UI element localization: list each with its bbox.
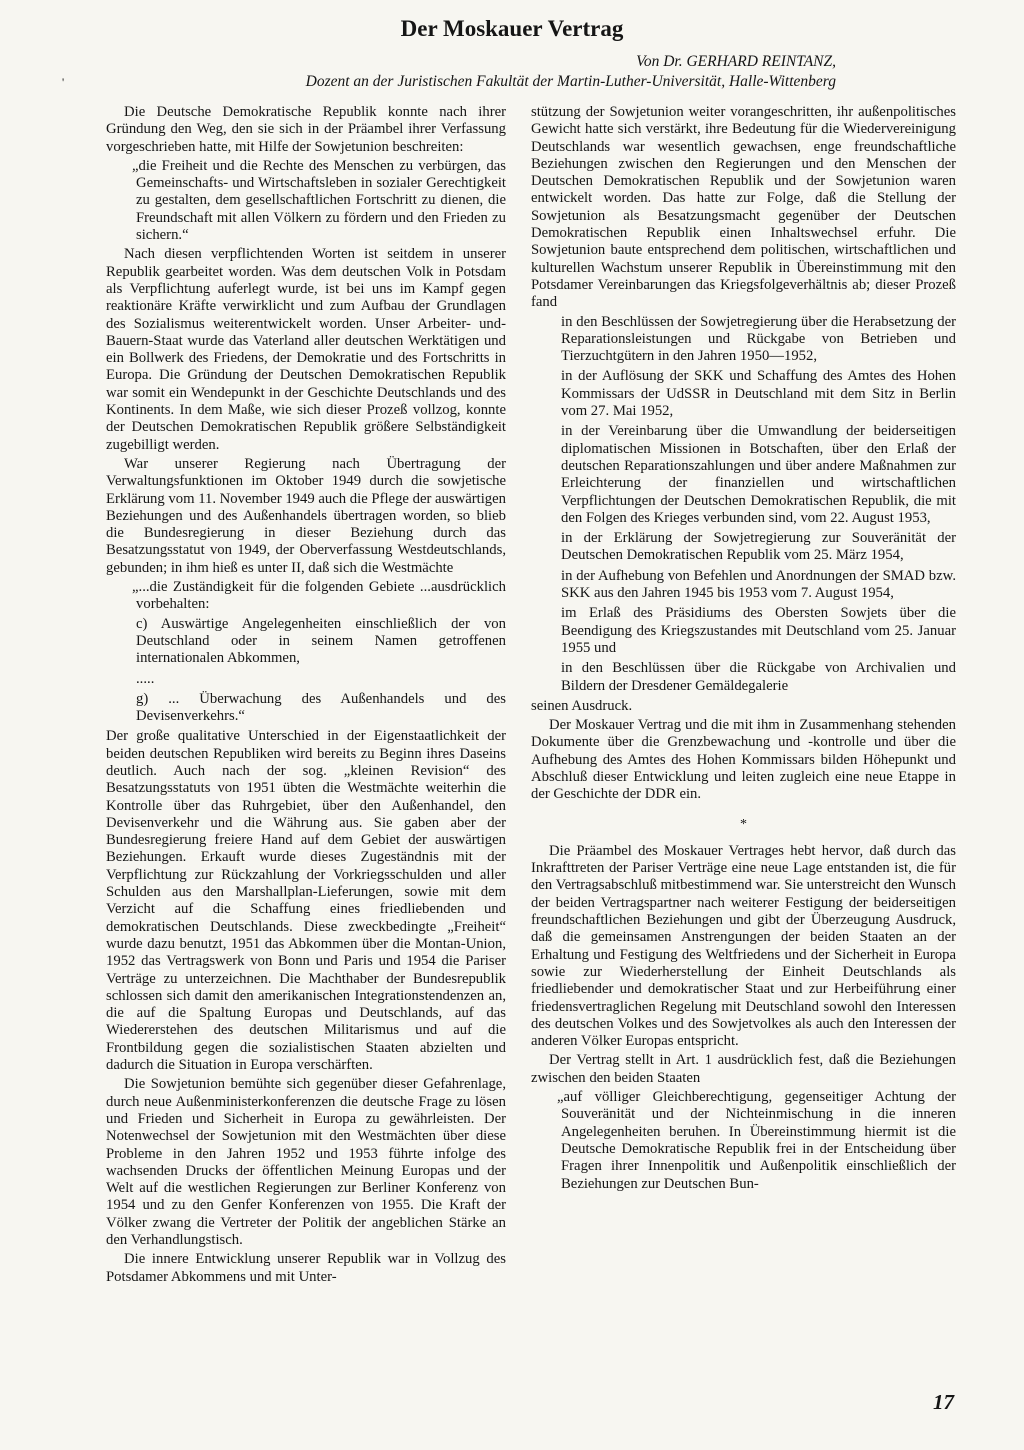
paragraph: seinen Ausdruck. (531, 697, 633, 714)
list-item: im Erlaß des Präsidiums des Obersten Sowjets über die Beendigung des Kriegszustandes mit Deutschland vom 25. Januar 1955 und (561, 605, 956, 656)
paragraph: Die Sowjetunion bemühte sich gegenüber dieser Gefahrenlage, durch neue Außenministerkonferenzen die deutsche Frage zu lösen und Frieden und Sicherheit in Europa zu gewährleisten. Der Notenwechsel der Sowjetunion mit den Westmächten über diese Probleme in den Jahren 1952 und 1953 führte infolge des wachsenden Drucks der öffentlichen Meinung Europas und der Welt auf die westlichen Regierungen zur Berliner Konferenz von 1954 und zu den Genfer Konferenzen von 1955. Die Kraft der Völker zwang die Vertreter der Politik der angeblichen Stärke an den Verhandlungstisch. (106, 1076, 506, 1248)
margin-mark: ' (62, 75, 65, 89)
paragraph: Nach diesen verpflichtenden Worten ist seitdem in unserer Republik gearbeitet worden. Was dem deutschen Volk in Potsdam als Verpflichtung auferlegt wurde, ist bei uns im Kampf gegen reaktionäre Kräfte verwirklicht und zum Aufbau der Grundlagen des Sozialismus weiterentwickelt worden. Unser Arbeiter- und-Bauern-Staat wurde das Vaterland aller deutschen Werktätigen und ein Bollwerk des Friedens, der Demokratie und des Fortschritts in Europa. Die Gründung der Deutschen Demokratischen Republik war somit ein Wendepunkt in der Geschichte Deutschlands und des Kontinents. In dem Maße, wie sich dieser Prozeß vollzog, konnte der Deutschen Demokratischen Republik größere Selbständigkeit zugebilligt werden. (106, 246, 506, 453)
paragraph: stützung der Sowjetunion weiter vorangeschritten, ihr außenpolitisches Gewicht hatte sich verstärkt, ihre Bedeutung für die Wiedervereinigung Deutschlands war wesentlich gewachsen, enge freundschaftliche Beziehungen zwischen den Regierungen und den Menschen der Deutschen Demokratischen Republik und der Sowjetunion waren entwickelt worden. Das hatte zur Folge, daß die Stellung der Sowjetunion als Besatzungsmacht gegenüber der Deutschen Demokratischen Republik einen Inhaltswechsel erfuhr. Die Sowjetunion baute entsprechend dem politischen, wirtschaftlichen und kulturellen Wachstum unserer Republik in Übereinstimmung mit den Potsdamer Vereinbarungen das Kriegsfolgeverhältnis ab; dieser Prozeß fand (531, 104, 956, 311)
list-item: in den Beschlüssen über die Rückgabe von Archivalien und Bildern der Dresdener Gemäldegalerie (561, 660, 956, 694)
paragraph: Der Vertrag stellt in Art. 1 ausdrücklich fest, daß die Beziehungen zwischen den beiden Staaten (531, 1052, 956, 1086)
quote-item: c) Auswärtige Angelegenheiten einschließlich der von Deutschland oder in seinem Namen getroffenen internationalen Abkommen, (136, 615, 506, 667)
block-quote: „...die Zuständigkeit für die folgenden Gebiete ...ausdrücklich vorbehalten: (132, 579, 506, 613)
block-quote: „auf völliger Gleichberechtigung, gegenseitiger Achtung der Souveränität und der Nichteinmischung in die inneren Angelegenheiten beruhen. In Übereinstimmung hiermit ist die Deutsche Demokratische Republik frei in der Entscheidung über Fragen ihrer Innenpolitik und Außenpolitik einschließlich der Beziehungen zur Deutschen Bun- (557, 1089, 956, 1192)
list-item: in der Auflösung der SKK und Schaffung des Amtes des Hohen Kommissars der UdSSR in Deutschland mit dem Sitz in Berlin vom 27. Mai 1952, (561, 368, 956, 420)
right-column (531, 104, 956, 1195)
block-quote: „die Freiheit und die Rechte des Menschen zu verbürgen, das Gemeinschafts- und Wirtschaftsleben in sozialer Gerechtigkeit zu gestalten, dem gesellschaftlichen Fortschritt zu dienen, die Freundschaft mit allen Völkern zu fördern und den Frieden zu sichern.“ (132, 157, 506, 244)
paragraph: Der Moskauer Vertrag und die mit ihm in Zusammenhang stehenden Dokumente über die Grenzbewachung und -kontrolle und über die Aufhebung des Amtes des Hohen Kommissars bilden Höhepunkt und Abschluß dieser Entwicklung und leiten zugleich eine neue Etappe in der Geschichte der DDR ein. (531, 717, 956, 803)
left-column (106, 104, 506, 1288)
article-title: Der Moskauer Vertrag (400, 16, 624, 41)
list-item: in der Vereinbarung über die Umwandlung der beiderseitigen diplomatischen Missionen in Botschaften, über den Erlaß der deutschen Reparationszahlungen und über andere Maßnahmen zur Erleichterung der finanziellen und wirtschaftlichen Verpflichtungen der Deutschen Demokratischen Republik, die mit den Folgen des Krieges verbunden sind, vom 22. August 1953, (561, 423, 956, 526)
list-item: in der Aufhebung von Befehlen und Anordnungen der SMAD bzw. SKK aus den Jahren 1945 bis 1953 vom 7. August 1954, (561, 567, 956, 602)
paragraph: War unserer Regierung nach Übertragung der Verwaltungsfunktionen im Oktober 1949 durch die sowjetische Erklärung vom 11. November 1949 auch die Pflege der auswärtigen Beziehungen und des Außenhandels übertragen worden, so blieb die Bundesregierung in dieser Beziehung durch das Besatzungsstatut von 1949, der Oberverfassung Westdeutschlands, gebunden; in ihm hieß es unter II, daß sich die Westmächte (106, 455, 506, 576)
paragraph: Die Präambel des Moskauer Vertrages hebt hervor, daß durch das Inkrafttreten der Pariser Verträge eine neue Lage entstanden ist, die für den Vertragsabschluß mitbestimmend war. Sie unterstreicht den Wunsch der beiden Vertragspartner nach weiterer Festigung der beiderseitigen freundschaftlichen Beziehungen und gibt der Überzeugung Ausdruck, daß die gemeinsamen Anstrengungen der beiden Staaten an der Erhaltung und Festigung des Weltfriedens und der Sicherheit in Europa sowie zur Wiederherstellung der Einheit Deutschlands als friedliebender und demokratischer Staat und zur Herbeiführung einer friedensvertraglichen Regelung mit Deutschland sowohl den Interessen des deutschen Volkes und des Sowjetvolkes als auch den Interessen der anderen Völker Europas entspricht. (531, 842, 956, 1050)
page-number: 17 (933, 1390, 954, 1414)
list-item: in den Beschlüssen der Sowjetregierung über die Herabsetzung der Reparationsleistungen und Rückgabe von Betrieben und Tierzuchtgütern in den Jahren 1950—1952, (561, 313, 956, 365)
section-divider: * (740, 816, 747, 832)
paragraph: Die innere Entwicklung unserer Republik war in Vollzug des Potsdamer Abkommens und mit Unter- (106, 1251, 506, 1285)
list-item: in der Erklärung der Sowjetregierung zur Souveränität der Deutschen Demokratischen Republik vom 25. März 1954, (561, 530, 956, 564)
paragraph: Der große qualitative Unterschied in der Eigenstaatlichkeit der beiden deutschen Republiken wird bereits zu Beginn ihres Daseins deutlich. Auch nach der sog. „kleinen Revision“ des Besatzungsstatuts von 1951 übten die Westmächte weiterhin die Kontrolle über das Ruhrgebiet, über den Außenhandel, den Devisenverkehr und die Währung aus. Sie gaben aber der Bundesregierung freiere Hand auf dem Gebiet der auswärtigen Beziehungen. Erkauft wurde dieses Zugeständnis mit der Verpflichtung zur Rückzahlung der Vorkriegsschulden und aller Schulden aus den Marshallplan-Lieferungen, sowie mit dem Verzicht auf die Schaffung eines friedliebenden und demokratischen Deutschlands. Diese zweckbedingte „Freiheit“ wurde dazu benutzt, 1951 das Abkommen über die Montan-Union, 1952 das Vertragswerk von Bonn und Paris und 1954 die Pariser Verträge zu unterzeichnen. Die Machthaber der Bundesrepublik schlossen sich damit den amerikanischen Integrationstendenzen an, die auf die Spaltung Europas und Deutschlands, auf das Wiedererstehen des deutschen Militarismus und auf die Frontbildung gegen die sozialistischen Staaten abzielten und dadurch die Situation in Europa verschärften. (106, 728, 506, 1074)
paragraph: Die Deutsche Demokratische Republik konnte nach ihrer Gründung den Weg, den sie sich in der Präambel ihrer Verfassung vorgeschrieben hatte, mit Hilfe der Sowjetunion beschreiten: (106, 104, 506, 155)
author-affiliation: Dozent an der Juristischen Fakultät der Martin-Luther-Universität, Halle-Wittenberg (305, 73, 836, 90)
quote-ellipsis: ..... (136, 670, 155, 687)
quote-item: g) ... Überwachung des Außenhandels und des Devisenverkehrs.“ (136, 690, 506, 725)
author-line: Von Dr. GERHARD REINTANZ, (636, 53, 836, 70)
